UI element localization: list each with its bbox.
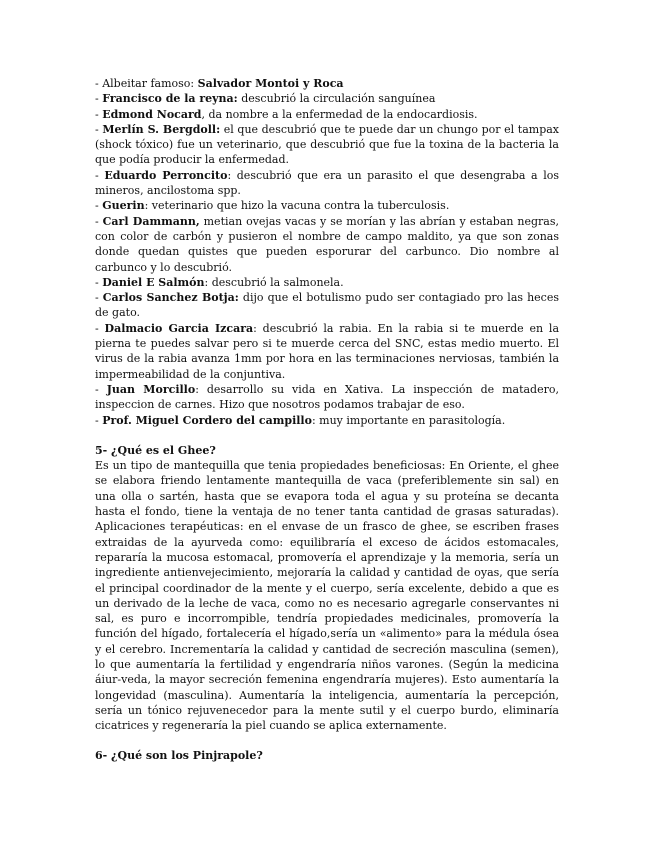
list-item: - Carl Dammann, metian ovejas vacas y se morían y las abrían y estaban negras, con color de carbón y pusieron el nombre de campo maldito, ya que son zonas donde quedan quistes que pueden esporurar del carbunco. Dio nombre al carbunco y lo descubrió. [95,214,559,274]
list-item-name: Edmond Nocard [102,107,202,121]
list-item: - Francisco de la reyna: descubrió la circulación sanguínea [95,92,436,106]
list-item-name: Francisco de la reyna: [102,92,238,106]
list-item: - Juan Morcillo: desarrollo su vida en Xativa. La inspección de matadero, inspeccion de carnes. Hizo que nosotros podamos trabajar de eso. [95,382,559,412]
list-item-text: el que descubrió que te puede dar un chungo por el tampax (shock tóxico) fue un veterinario, que descubrió que fue la toxina de la bacteria la que podía producir la enfermedad. [95,122,559,167]
list-item-text: descubrió la circulación sanguínea [237,92,436,106]
list-item-text: : veterinario que hizo la vacuna contra la tuberculosis. [144,199,450,213]
list-item: - Guerin: veterinario que hizo la vacuna contra la tuberculosis. [95,199,450,213]
list-item-name: Carlos Sanchez Botja: [102,291,239,305]
list-item-text: , da nombre a la enfermedad de la endocardiosis. [201,107,478,121]
list-item-text: metian ovejas vacas y se morían y las abrían y estaban negras, con color de carbón y pusieron el nombre de campo maldito, ya que son zonas donde quedan quistes que pueden esporurar del carbunco. Dio nombre al carbunco y lo descubrió. [95,214,559,274]
list-item-name: Guerin [102,199,145,213]
list-item-text: : desarrollo su vida en Xativa. La inspección de matadero, inspeccion de carnes. Hizo que nosotros podamos trabajar de eso. [95,382,559,412]
list-item-name: Merlín S. Bergdoll: [102,122,221,136]
list-item: - Prof. Miguel Cordero del campillo: muy importante en parasitología. [95,413,506,427]
list-item-name: Eduardo Perroncito [104,168,228,182]
section-5-body: Es un tipo de mantequilla que tenia propiedades beneficiosas: En Oriente, el ghee se elabora friendo lentamente mantequilla de vaca (preferiblemente sin sal) en una olla o sartén, hasta que se evapora toda el agua y su proteína se decanta hasta el fondo, tiene la ventaja de no tener tanta cantidad de grasas saturadas). Aplicaciones terapéuticas: en el envase de un frasco de ghee, se escriben frases extraidas de la ayurveda como: equilibraría el exceso de ácidos estomacales, repararía la mucosa estomacal, promovería el aprendizaje y la memoria, sería un ingrediente antienvejecimiento, mejoraría la calidad y cantidad de oyas, que sería el principal coordinador de la mente y el cuerpo, sería excelente, debido a que es un derivado de la leche de vaca, como no es necesario agregarle conservantes ni sal, es puro e incorrompible, tendría propiedades medicinales, promovería la función del hígado, fortalecería el hígado,sería un «alimento» para la médula ósea y el cerebro. Incrementaría la calidad y cantidad de secreción masculina (semen), lo que aumentaría la fertilidad y engendraría niños varones. (Según la medicina áiur-veda, la mayor secreción femenina engendraría mujeres). Esto aumentaría la longevidad (masculina). Aumentaría la inteligencia, aumentaría la percepción, sería un tónico rejuvenecedor para la mente sutil y el cuerpo burdo, eliminaría cicatrices y regeneraría la piel cuando se aplica externamente. [95,459,559,733]
list-item-name: Daniel E Salmón [102,275,205,289]
list-item-text: : descubrió la salmonela. [204,275,344,289]
document-page [95,76,559,764]
list-item-name: Dalmacio Garcia Izcara [104,321,254,335]
list-item-prefix: Albeitar famoso: [102,77,198,90]
list-item: - Edmond Nocard, da nombre a la enfermedad de la endocardiosis. [95,107,478,121]
list-item-name: Carl Dammann, [102,214,200,228]
list-item-text: : descubrió que era un parasito el que desengraba a los mineros, ancilostoma spp. [95,168,559,198]
veterinarians-list [95,76,559,428]
list-item-name: Salvador Montoi y Roca [197,77,344,90]
list-item: - Albeitar famoso: Salvador Montoi y Roca [95,77,344,90]
list-item-text: : descubrió la rabia. En la rabia si te muerde en la pierna te puedes salvar pero si te muerde cerca del SNC, estas medio muerto. El virus de la rabia avanza 1mm por hora en las terminaciones nerviosas, también la impermeabilidad de la conjuntiva. [95,321,560,381]
section-6-heading: 6- ¿Qué son los Pinjrapole? [95,749,263,763]
list-item-text: : muy importante en parasitología. [311,413,506,427]
list-item-name: Prof. Miguel Cordero del campillo [102,413,312,427]
list-item: - Eduardo Perroncito: descubrió que era un parasito el que desengraba a los mineros, ancilostoma spp. [95,168,559,198]
section-5-heading: 5- ¿Qué es el Ghee? [95,443,216,457]
list-item: - Dalmacio Garcia Izcara: descubrió la rabia. En la rabia si te muerde en la pierna te puedes salvar pero si te muerde cerca del SNC, estas medio muerto. El virus de la rabia avanza 1mm por hora en las terminaciones nerviosas, también la impermeabilidad de la conjuntiva. [95,321,560,381]
list-item: - Merlín S. Bergdoll: el que descubrió que te puede dar un chungo por el tampax (shock tóxico) fue un veterinario, que descubrió que fue la toxina de la bacteria la que podía producir la enfermedad. [95,122,559,167]
list-item: - Carlos Sanchez Botja: dijo que el botulismo pudo ser contagiado pro las heces de gato. [95,291,559,320]
list-item-name: Juan Morcillo [106,382,196,396]
list-item: - Daniel E Salmón: descubrió la salmonela. [95,275,344,289]
list-item-text: dijo que el botulismo pudo ser contagiado pro las heces de gato. [95,291,559,320]
